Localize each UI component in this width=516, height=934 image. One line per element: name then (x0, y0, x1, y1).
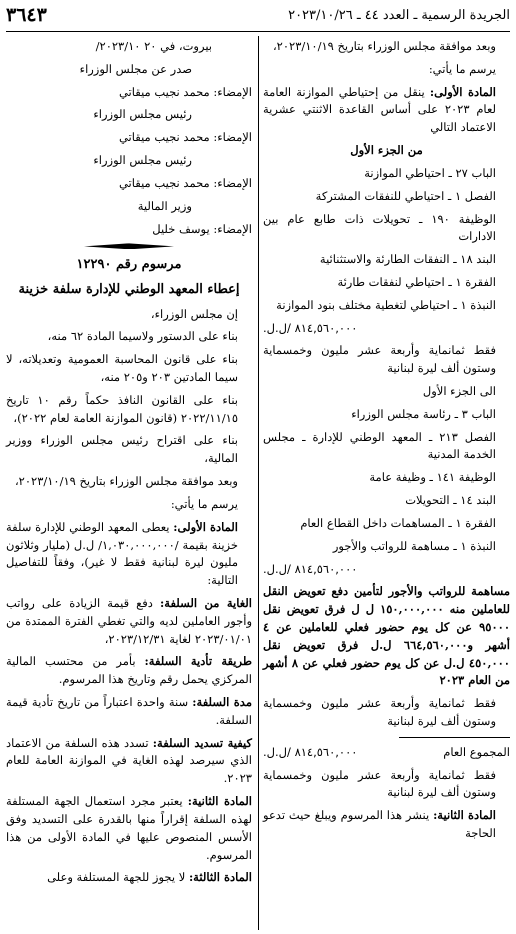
amount-words: فقط ثمانماية وأربعة عشر مليون وخمسماية وستون ألف ليرة لبنانية (263, 767, 496, 800)
clause-label: طريقة تأدية السلفة: (144, 654, 252, 669)
clause-label: مدة السلفة: (192, 695, 252, 710)
place-date: بيروت، في ٢٠ ٢٠٢٣/١٠/ (95, 39, 212, 53)
signature: الإمضاء: محمد نجيب ميقاتي (118, 175, 252, 190)
right-column (263, 38, 510, 930)
budget-line: الوظيفة ١٤١ ـ وظيفة عامة (369, 470, 496, 485)
intro-line: وبعد موافقة مجلس الوزراء بتاريخ ٢٠٢٣/١٠/١٩، (272, 39, 496, 53)
budget-line: الباب ٣ ـ رئاسة مجلس الوزراء (351, 406, 496, 421)
total-label: المجموع العام (443, 744, 510, 759)
article-label: المادة الثانية: (433, 808, 496, 823)
page-number: ٣٦٤٣ (6, 4, 47, 26)
amount: ٨١٤,٥٦٠,٠٠٠ /ل.ل. (263, 561, 358, 576)
article-2 (263, 807, 510, 843)
signatory-title: وزير المالية (137, 198, 192, 213)
recital: وبعد موافقة مجلس الوزراء بتاريخ ٢٠٢٣/١٠/١٩، (14, 474, 238, 489)
signatory-title: رئيس مجلس الوزراء (93, 153, 192, 168)
clause-label: كيفية تسديد السلفة: (152, 735, 253, 750)
column-divider (258, 36, 259, 930)
signature: الإمضاء: يوسف خليل (152, 221, 252, 236)
grand-total (263, 744, 510, 762)
article-text: يعتبر مجرد استعمال الجهة المستلفة لهذه السلفة إقراراً منها بالقدرة على التسديد وفق الأسس المنصوص عليها في المادة الأولى من هذا المرسوم. (6, 794, 252, 862)
decrees-line: يرسم ما يأتي: (170, 496, 238, 511)
left-column (6, 38, 252, 930)
clause-text: تسدد هذه السلفة من الاعتماد الذي سيرصد لهذه الغاية في الموازنة العامة للعام ٢٠٢٣. (6, 735, 252, 786)
budget-line: الباب ٢٧ ـ احتياطي الموازنة (364, 165, 496, 180)
section-ornament (84, 243, 174, 249)
budget-line: البند ١٨ ـ النفقات الطارئة والاستثنائية (319, 252, 496, 267)
article-text: ينقل من إحتياطي الموازنة العامة لعام ٢٠٢٣ على أساس القاعدة الاثنتي عشرية الاعتماد التالي (263, 84, 496, 135)
clause-text: دفع قيمة الزيادة على رواتب وأجور العاملين لديه والتي تغطي الفترة الممتدة من ٢٠٢٣/٠١/٠١ لغاية ٢٠٢٣/١٢/٣١، (6, 595, 252, 646)
total-amount: ٨١٤,٥٦٠,٠٠٠ /ل.ل. (263, 744, 358, 759)
issued-by: صدر عن مجلس الوزراء (79, 61, 192, 76)
recital: بناء على القانون النافذ حكماً رقم ١٠ تاريخ ٢٠٢٢/١١/١٥ (قانون الموازنة العامة لعام ٢٠٢٢)، (6, 392, 238, 425)
header-rule (6, 31, 510, 32)
from-part-heading: من الجزء الأول (350, 143, 423, 158)
to-part-heading: الى الجزء الأول (422, 384, 496, 398)
president-line: إن مجلس الوزراء، (150, 306, 238, 321)
article-3 (6, 869, 252, 887)
signatory-title: رئيس مجلس الوزراء (93, 107, 192, 122)
article-label: المادة الثانية: (187, 794, 252, 809)
budget-line: النبذة ١ ـ احتياطي لتغطية مختلف بنود الموازنة (276, 297, 496, 312)
article-text: لا يجوز للجهة المستلفة وعلى (47, 870, 186, 885)
recital: بناء على اقتراح رئيس مجلس الوزراء ووزير المالية، (6, 433, 238, 466)
article-text: يعطى المعهد الوطني للإدارة سلفة خزينة بقيمة /١,٠٣٠,٠٠٠,٠٠٠/ ل.ل (مليار وثلاثون مليون ليرة لبنانية فقط لا غير)، وفقاً للتفاصيل التالية: (6, 519, 238, 588)
article-2 (6, 793, 252, 864)
article-label: المادة الأولى: (429, 84, 496, 99)
budget-line: الفقرة ١ ـ احتياطي لنفقات طارئة (337, 274, 496, 289)
amount-words: فقط ثمانماية وأربعة عشر مليون وخمسماية وستون ألف ليرة لبنانية (263, 696, 496, 728)
amount-words: فقط ثمانماية وأربعة عشر مليون وخمسماية وستون ألف ليرة لبنانية (263, 343, 496, 376)
article-label: المادة الثالثة: (188, 870, 252, 885)
decree-title: مرسوم رقم ١٢٢٩٠ (76, 257, 182, 273)
clause-label: الغاية من السلفة: (160, 595, 252, 610)
budget-line: الفصل ١ ـ احتياطي للنفقات المشتركة (315, 188, 496, 203)
article-label: المادة الأولى: (173, 519, 238, 534)
budget-line: الفقرة ١ ـ المساهمات داخل القطاع العام (300, 515, 496, 530)
page-header (6, 4, 510, 30)
purpose (6, 595, 252, 648)
article-1 (263, 84, 510, 137)
method (6, 653, 252, 689)
clause-text: سنة واحدة اعتباراً من تاريخ تأدية قيمة السلفة. (6, 695, 252, 727)
duration (6, 694, 252, 730)
budget-line: البند ١٤ ـ التحويلات (405, 493, 496, 508)
article-1 (6, 519, 252, 590)
signature: الإمضاء: محمد نجيب ميقاتي (118, 84, 252, 99)
repayment (6, 735, 252, 788)
running-head: الجريدة الرسمية ـ العدد ٤٤ ـ ٢٠٢٣/١٠/٢٦ (288, 8, 510, 23)
amount: ٨١٤,٥٦٠,٠٠٠ /ل.ل. (263, 320, 358, 335)
transport-allowance-para: مساهمة للرواتب والأجور لتأمين دفع تعويض النقل للعاملين منه ١٥٠,٠٠٠,٠٠٠ ل ل فرق تعويض نقل ٩٥٠٠٠ عن كل يوم حضور فعلي للعاملين عن ٤ أشهر و٦٦٤,٥٦٠,٠٠٠ ل.ل فرق تعويض نقل ٤٥٠,٠٠٠ ل.ل عن كل يوم حضور فعلي عن ٨ أشهر من العام ٢٠٢٣ (263, 584, 510, 688)
recital: بناء على الدستور ولاسيما المادة ٦٢ منه، (47, 329, 238, 344)
budget-line: الوظيفة ١٩٠ ـ تحويلات ذات طابع عام بين الادارات (263, 211, 496, 244)
decrees-line: يرسم ما يأتي: (428, 61, 496, 76)
signature: الإمضاء: محمد نجيب ميقاتي (118, 130, 252, 145)
article-text: ينشر هذا المرسوم ويبلغ حيث تدعو الحاجة (263, 808, 496, 841)
budget-line: النبذة ١ ـ مساهمة للرواتب والأجور (332, 538, 496, 553)
total-separator (399, 737, 510, 738)
clause-text: بأمر من محتسب المالية المركزي يحمل رقم وتاريخ هذا المرسوم. (6, 654, 252, 687)
recital: بناء على قانون المحاسبة العمومية وتعديلاته، لا سيما المادتين ٢٠٣ و٢٠٥ منه، (6, 352, 238, 385)
budget-line: الفصل ٢١٣ ـ المعهد الوطني للإدارة ـ مجلس الخدمة المدنية (263, 429, 496, 462)
decree-subject: إعطاء المعهد الوطني للإدارة سلفة خزينة (18, 282, 240, 298)
